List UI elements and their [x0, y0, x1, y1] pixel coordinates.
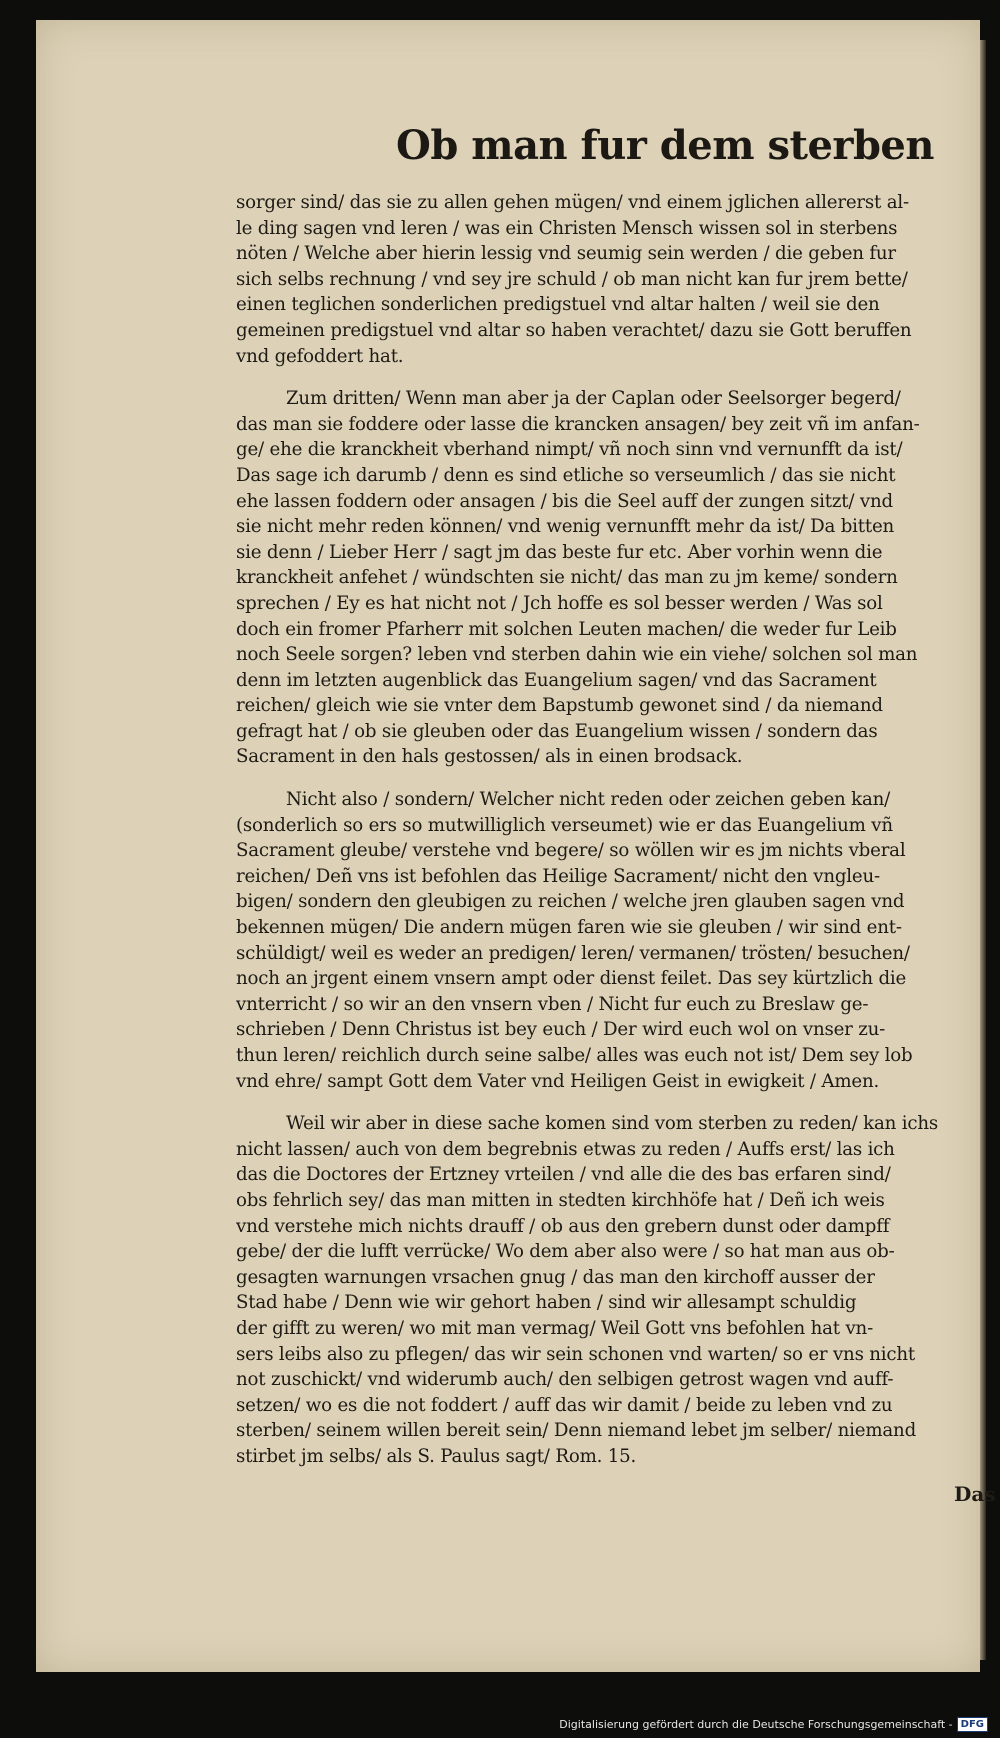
running-head: Ob man fur dem sterben: [396, 122, 934, 169]
text-line: ge/ ehe die kranckheit vberhand nimpt/ vñ noch sinn vnd vernunfft da ist/: [236, 439, 903, 461]
text-line: nicht lassen/ auch von dem begrebnis etwas zu reden / Auffs erst/ las ich: [236, 1138, 895, 1160]
paragraph: [236, 386, 1000, 770]
text-line: obs fehrlich sey/ das man mitten in stedten kirchhöfe hat / Deñ ich weis: [236, 1189, 885, 1211]
text-line: not zuschickt/ vnd widerumb auch/ den selbigen getrost wagen vnd auff-: [236, 1369, 894, 1391]
dfg-logo-icon: DFG: [957, 1717, 988, 1732]
text-line: nöten / Welche aber hierin lessig vnd seumig sein werden / die geben fur: [236, 243, 896, 265]
text-line: reichen/ gleich wie sie vnter dem Bapstumb gewonet sind / da niemand: [236, 695, 883, 717]
text-line: Sacrament gleube/ verstehe vnd begere/ so wöllen wir es jm nichts vberal: [236, 840, 906, 862]
text-line: sie nicht mehr reden können/ vnd wenig vernunfft mehr da ist/ Da bitten: [236, 516, 895, 538]
text-line: gebe/ der die lufft verrücke/ Wo dem aber also were / so hat man aus ob-: [236, 1241, 895, 1263]
text-line: Sacrament in den hals gestossen/ als in einen brodsack.: [236, 746, 743, 768]
text-line: noch an jrgent einem vnsern ampt oder dienst feilet. Das sey kürtzlich die: [236, 968, 907, 990]
text-line: gesagten warnungen vrsachen gnug / das man den kirchoff ausser der: [236, 1266, 875, 1288]
text-line: stirbet jm selbs/ als S. Paulus sagt/ Rom. 15.: [236, 1445, 637, 1467]
text-line: sprechen / Ey es hat nicht not / Jch hoffe es sol besser werden / Was sol: [236, 592, 883, 614]
text-line: noch Seele sorgen? leben vnd sterben dahin wie ein viehe/ solchen sol man: [236, 644, 918, 666]
text-line: gefragt hat / ob sie gleuben oder das Euangelium wissen / sondern das: [236, 720, 878, 742]
footer-text: Digitalisierung gefördert durch die Deutsche Forschungsgemeinschaft -: [559, 1718, 953, 1731]
text-line: vnd verstehe mich nichts drauff / ob aus den grebern dunst oder dampff: [236, 1215, 890, 1237]
text-line: der gifft zu weren/ wo mit man vermag/ Weil Gott vns befohlen hat vn-: [236, 1317, 874, 1339]
text-line: bekennen mügen/ Die andern mügen faren wie sie gleuben / wir sind ent-: [236, 917, 902, 939]
text-line: sich selbs rechnung / vnd sey jre schuld / ob man nicht kan fur jrem bette/: [236, 268, 908, 290]
text-line: reichen/ Deñ vns ist befohlen das Heilige Sacrament/ nicht den vngleu-: [236, 865, 880, 887]
text-line: doch ein fromer Pfarherr mit solchen Leuten machen/ die weder fur Leib: [236, 618, 897, 640]
digitization-footer: [559, 1717, 988, 1732]
text-line: schüldigt/ weil es weder an predigen/ leren/ vermanen/ trösten/ besuchen/: [236, 942, 910, 964]
text-line: (sonderlich so ers so mutwilliglich verseumet) wie er das Euangelium vñ: [236, 814, 893, 836]
catchword: Das: [954, 1482, 996, 1506]
text-line: kranckheit anfehet / wündschten sie nicht/ das man zu jm keme/ sondern: [236, 567, 898, 589]
text-line: das die Doctores der Ertzney vrteilen / vnd alle die des bas erfaren sind/: [236, 1164, 891, 1186]
text-line: le ding sagen vnd leren / was ein Christen Mensch wissen sol in sterbens: [236, 217, 898, 239]
text-line: gemeinen predigstuel vnd altar so haben verachtet/ dazu sie Gott beruffen: [236, 319, 912, 341]
text-line: Nicht also / sondern/ Welcher nicht reden oder zeichen geben kan/: [286, 789, 891, 811]
text-line: thun leren/ reichlich durch seine salbe/ alles was euch not ist/ Dem sey lob: [236, 1045, 913, 1066]
paragraph: [236, 787, 1000, 1094]
paragraph: [236, 1111, 1000, 1469]
text-line: einen teglichen sonderlichen predigstuel vnd altar halten / weil sie den: [236, 294, 880, 316]
book-page: [36, 20, 996, 1672]
text-line: denn im letzten augenblick das Euangelium sagen/ vnd das Sacrament: [236, 669, 877, 691]
text-line: Das sage ich darumb / denn es sind etliche so verseumlich / das sie nicht: [236, 464, 896, 486]
text-line: vnd gefoddert hat.: [236, 345, 404, 367]
text-line: sie denn / Lieber Herr / sagt jm das beste fur etc. Aber vorhin wenn die: [236, 541, 883, 563]
body-text: [236, 190, 1000, 1487]
text-line: Zum dritten/ Wenn man aber ja der Caplan oder Seelsorger begerd/: [286, 388, 901, 410]
text-line: setzen/ wo es die not foddert / auff das wir damit / beide zu leben vnd zu: [236, 1394, 893, 1416]
text-line: das man sie foddere oder lasse die krancken ansagen/ bey zeit vñ im anfan-: [236, 413, 920, 435]
text-line: schrieben / Denn Christus ist bey euch / Der wird euch wol on vnser zu-: [236, 1019, 886, 1041]
paragraph: [236, 190, 1000, 369]
text-line: ehe lassen foddern oder ansagen / bis die Seel auff der zungen sitzt/ vnd: [236, 490, 893, 512]
text-line: vnd ehre/ sampt Gott dem Vater vnd Heiligen Geist in ewigkeit / Amen.: [236, 1070, 880, 1092]
text-line: Weil wir aber in diese sache komen sind vom sterben zu reden/ kan ichs: [286, 1113, 938, 1135]
text-line: vnterricht / so wir an den vnsern vben / Nicht fur euch zu Breslaw ge-: [236, 993, 869, 1015]
text-line: sers leibs also zu pflegen/ das wir sein schonen vnd warten/ so er vns nicht: [236, 1343, 916, 1365]
text-line: Stad habe / Denn wie wir gehort haben / sind wir allesampt schuldig: [236, 1292, 857, 1314]
text-line: sorger sind/ das sie zu allen gehen mügen/ vnd einem jglichen allererst al-: [236, 192, 909, 213]
text-line: bigen/ sondern den gleubigen zu reichen / welche jren glauben sagen vnd: [236, 891, 905, 913]
text-line: sterben/ seinem willen bereit sein/ Denn niemand lebet jm selber/ niemand: [236, 1420, 917, 1442]
